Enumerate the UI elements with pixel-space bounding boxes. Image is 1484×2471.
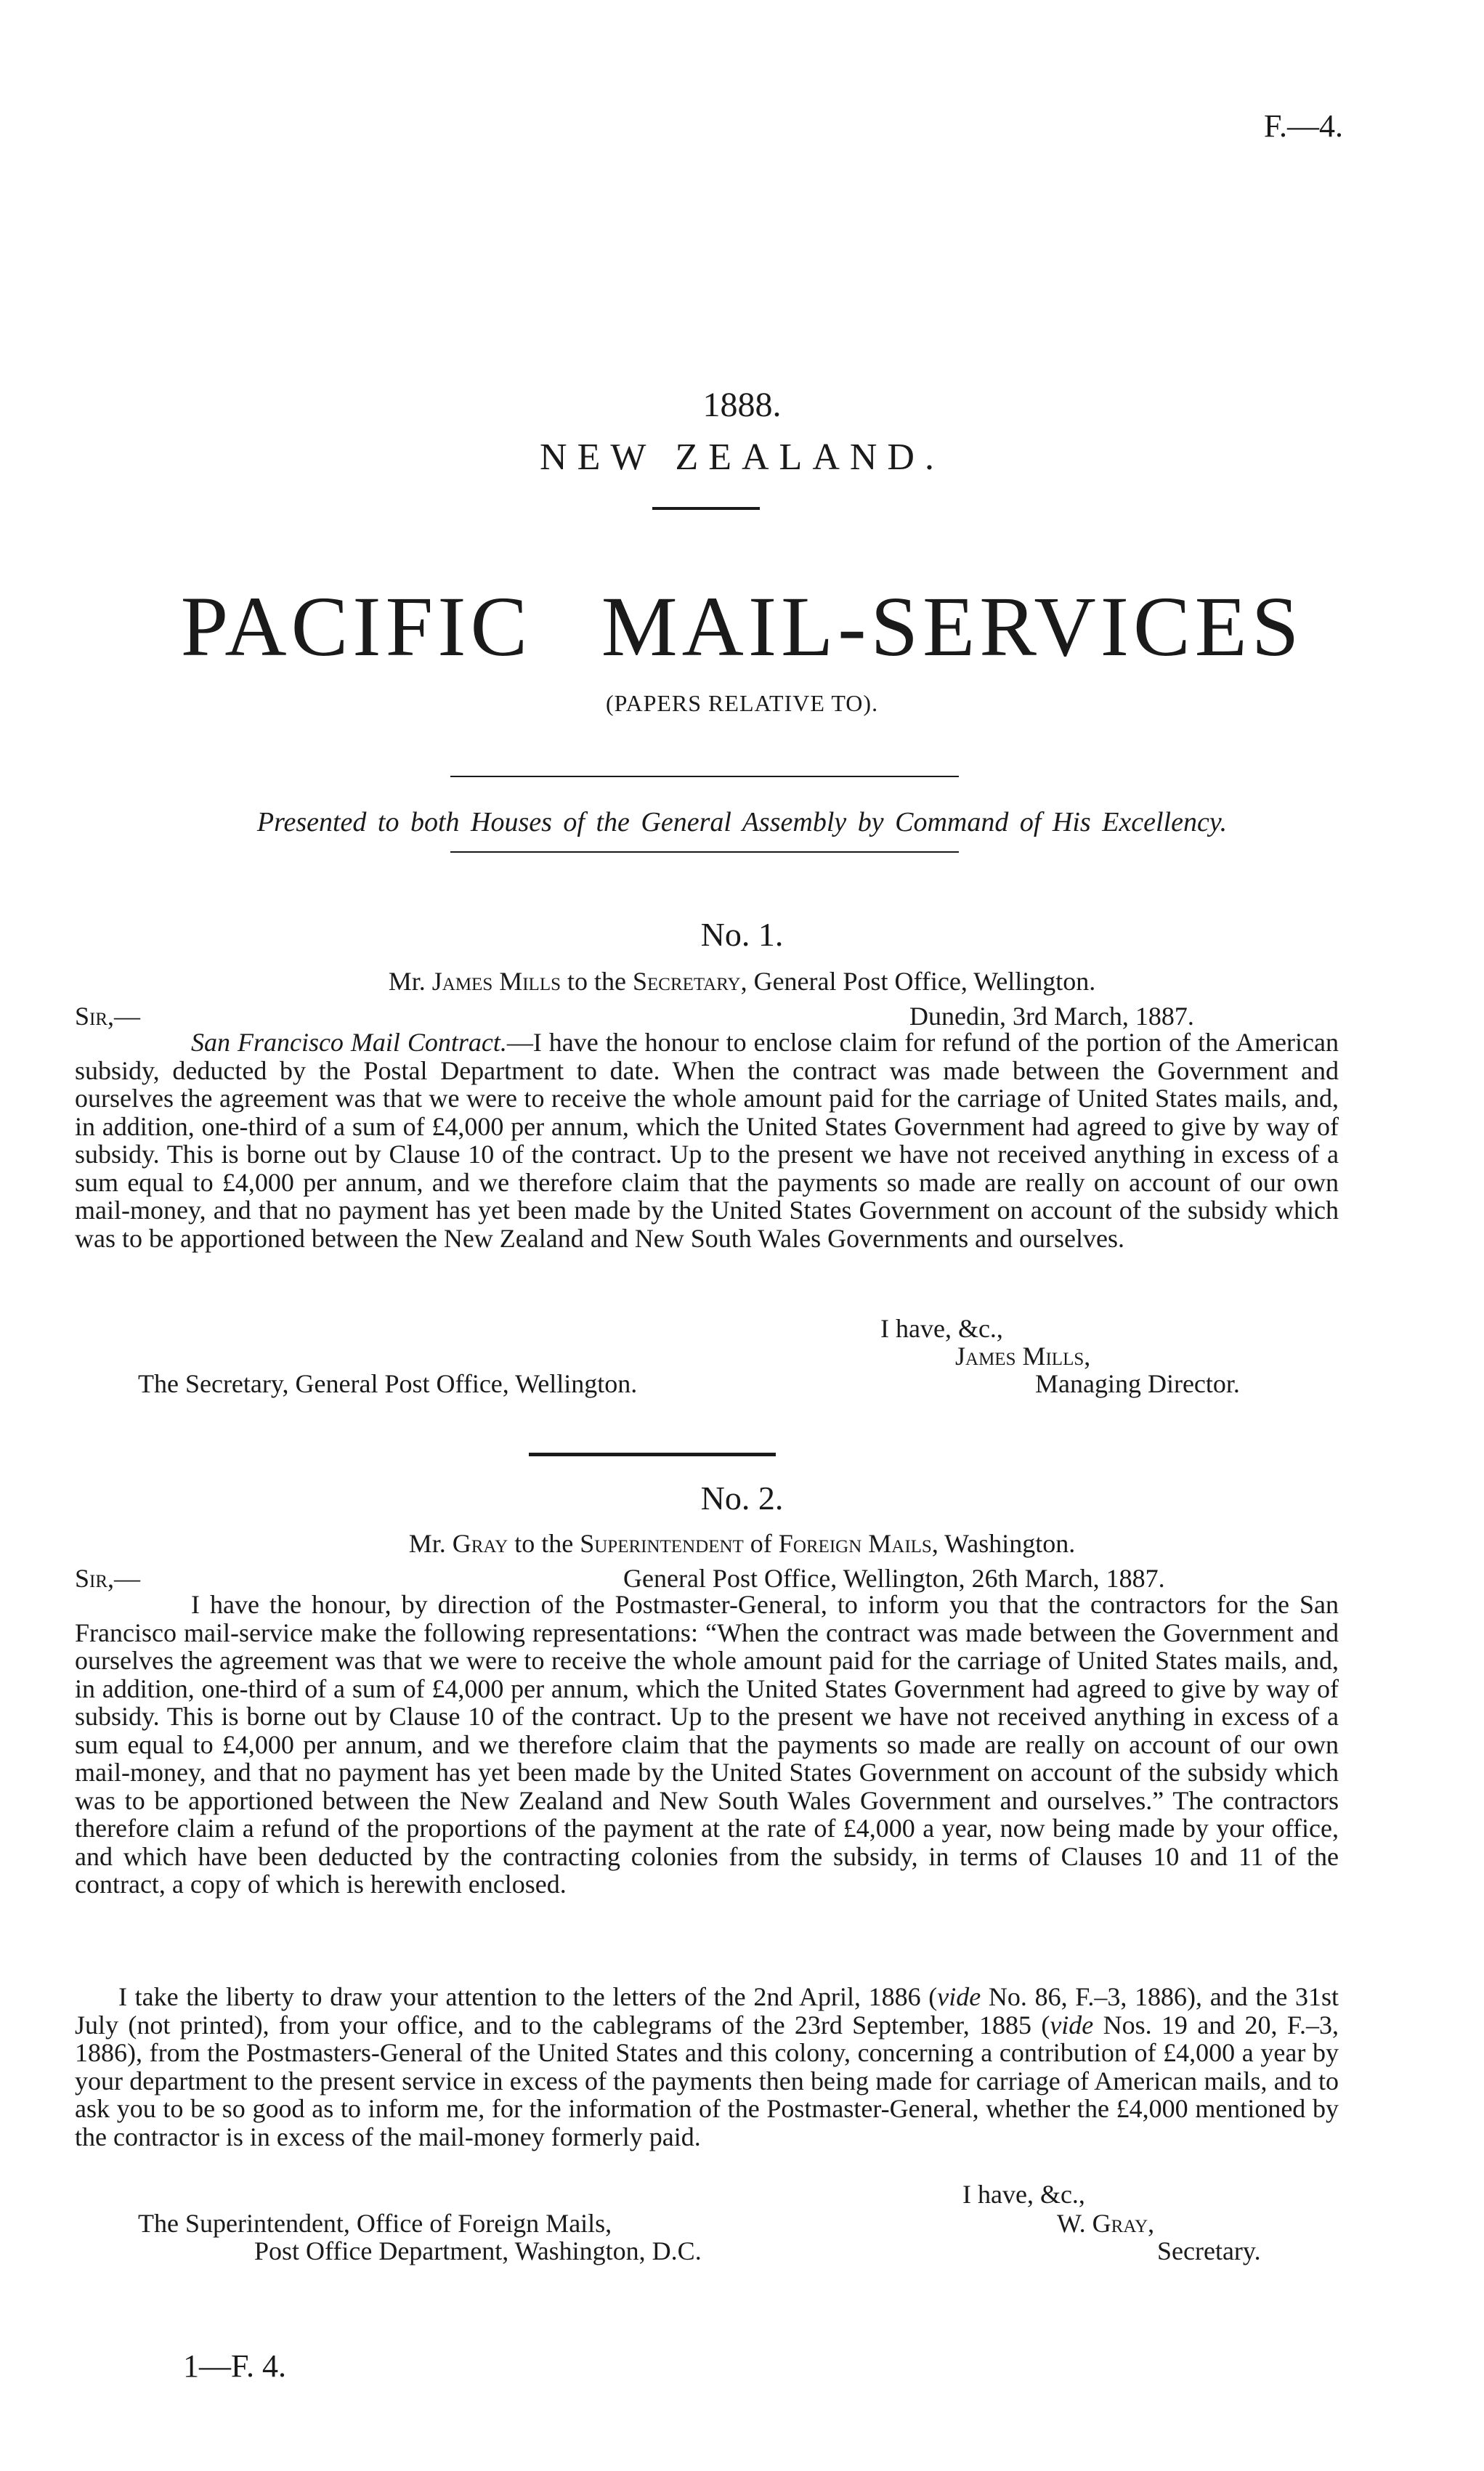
letter-2-closing: I have, &c., (962, 2180, 1085, 2209)
header-divider (652, 507, 760, 510)
letter-2-salutation: Sir,— (75, 1564, 141, 1593)
letter-2-heading: Mr. Gray to the Superintendent of Foreign Mails, Washington. (408, 1529, 1076, 1558)
letter-1-signature: James Mills, (955, 1342, 1091, 1371)
presented-top-rule (450, 776, 959, 777)
document-subtitle: (PAPERS RELATIVE TO). (605, 690, 879, 716)
letter-1-closing: I have, &c., (880, 1314, 1003, 1343)
letter-1-number: No. 1. (700, 916, 784, 953)
letter-1-body: San Francisco Mail Contract.—I have the honour to enclose claim for refund of the portion of the American subsidy, deducted by the Postal Department to date. When the contract was made between the Government and ourselves the agreement was that we were to receive the whole amount paid for the carriage of United States mails, and, in addition, one-third of a sum of £4,000 per annum, which the United States Government had agreed to give by way of subsidy. This is borne out by Clause 10 of the contract. Up to the present we have not received anything in excess of a sum equal to £4,000 per annum, and we therefore claim that the payments so made are really on account of our own mail-money, and that no payment has yet been made by the United States Government on account of the subsidy which was to be apportioned between the New Zealand and New South Wales Governments and ourselves. (75, 1028, 1339, 1253)
page-reference: F.—4. (1264, 108, 1343, 144)
presented-bottom-rule (450, 851, 959, 853)
letter-2-signature-title: Secretary. (1157, 2236, 1261, 2265)
letter-1-signature-title: Managing Director. (1035, 1369, 1240, 1398)
letter-1-salutation: Sir,— (75, 1002, 141, 1031)
document-title: PACIFIC MAIL-SERVICES (180, 579, 1304, 674)
letter-divider (529, 1453, 776, 1456)
presented-statement: Presented to both Houses of the General Assembly by Command of His Excellency. (256, 807, 1228, 837)
letter-2-place-date: General Post Office, Wellington, 26th March, 1887. (623, 1564, 1165, 1593)
letter-2-paragraph-2: I take the liberty to draw your attention to the letters of the 2nd April, 1886 (vide No. 86, F.–3, 1886), and the 31st July (not printed), from your office, and to the cablegrams of the 23rd September, 1885 (vide Nos. 19 and 20, F.–3, 1886), from the Postmasters-General of the United States and this colony, concerning a contribution of £4,000 a year by your department to the present service in excess of the payments then being made for carriage of American mails, and to ask you to be so good as to inform me, for the information of the Postmaster-General, whether the £4,000 mentioned by the contractor is in excess of the mail-money formerly paid. (75, 1982, 1339, 2151)
letter-2-number: No. 2. (700, 1480, 784, 1517)
letter-1-place-date: Dunedin, 3rd March, 1887. (909, 1002, 1194, 1031)
year: 1888. (702, 386, 782, 424)
footer-page-mark: 1—F. 4. (183, 2348, 286, 2384)
letter-2-addressee-line-1: The Superintendent, Office of Foreign Mails, (138, 2209, 612, 2238)
letter-2-signature: W. Gray, (1057, 2209, 1155, 2238)
letter-2-addressee-line-2: Post Office Department, Washington, D.C. (254, 2236, 702, 2265)
letter-1-addressee: The Secretary, General Post Office, Wellington. (138, 1369, 638, 1398)
country: NEW ZEALAND. (540, 437, 944, 478)
letter-1-heading: Mr. James Mills to the Secretary, General Post Office, Wellington. (388, 967, 1096, 996)
letter-1-subject: San Francisco Mail Contract. (191, 1028, 507, 1057)
letter-2-paragraph-1: I have the honour, by direction of the Postmaster-General, to inform you that the contractors for the San Francisco mail-service make the following representations: “When the contract was made between the Government and ourselves the agreement was that we were to receive the whole amount paid for the carriage of United States mails, and, in addition, one-third of a sum of £4,000 per annum, which the United States Government had agreed to give by way of subsidy. This is borne out by Clause 10 of the contract. Up to the present we have not received anything in excess of a sum equal to £4,000 per annum, and we therefore claim that the payments so made are really on account of our own mail-money, and that no payment has yet been made by the United States Government on account of the subsidy which was to be apportioned between the New Zealand and New South Wales Government and ourselves.” The contractors therefore claim a refund of the proportions of the payment at the rate of £4,000 a year, now being made by your office, and which have been deducted by the contracting colonies from the subsidy, in terms of Clauses 10 and 11 of the contract, a copy of which is herewith enclosed. (75, 1590, 1339, 1899)
